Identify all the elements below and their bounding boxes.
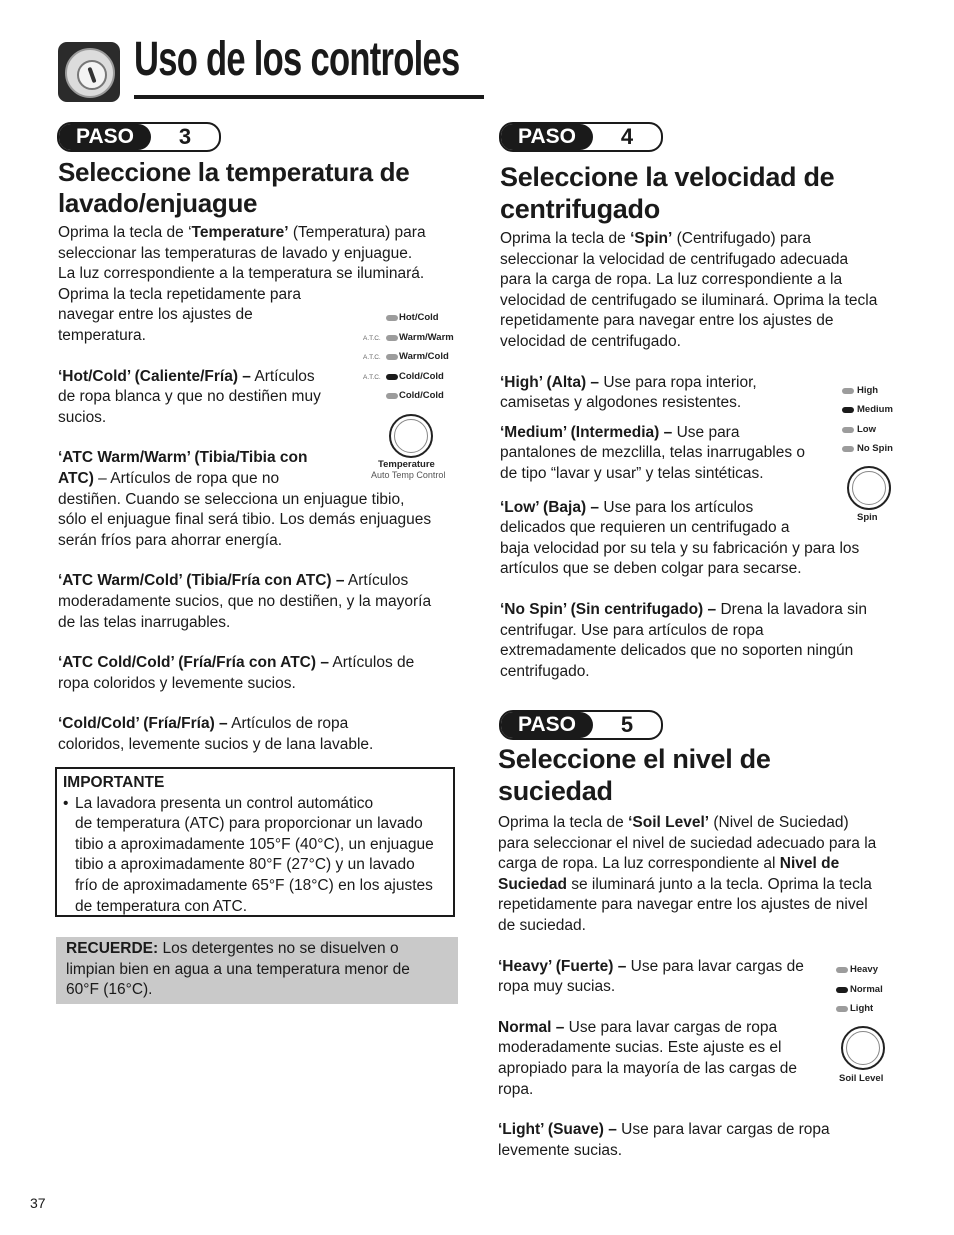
step4-badge [499, 122, 663, 152]
step5-badge [499, 710, 663, 740]
option-warm-cold: Warm/Cold [399, 351, 449, 362]
paso-label: PASO [59, 124, 151, 150]
temperature-knob[interactable] [389, 414, 433, 458]
paso-number: 4 [620, 124, 634, 149]
step5-intro: Oprima la tecla de ‘Soil Level’ (Nivel de Suciedad) para seleccionar el nivel de suciedad adecuado para la carga de ropa. La luz correspondiente al Nivel de Suciedad se iluminará junto a la tecla. Oprima la tecla repetidamente para navegar entre los ajustes de nivel de suciedad. ‘Heavy’ (Fuerte) – Use para lavar cargas de ropa muy sucias. Normal – Use para lavar cargas de ropa moderadamente sucias. Este ajuste es el apropiado para la mayoría de las cargas de ropa. ‘Light’ (Suave) – Use para lavar cargas de ropa levemente sucias. [498, 814, 877, 1159]
page-number: 37 [30, 1195, 46, 1211]
paso-label: PASO [501, 712, 593, 738]
paso-number: 3 [178, 124, 192, 149]
option-cold-cold: Cold/Cold [399, 390, 444, 401]
paso-label: PASO [501, 124, 593, 150]
soil-level-knob[interactable] [841, 1026, 885, 1070]
importante-box: IMPORTANTE • La lavadora presenta un control automático de temperatura (ATC) para proporcionar un lavado tibio a aproximadamente 105°F (40°C), un enjuague tibio a aproximadamente 80°F (27°C) y un lavado frío de aproximadamente 65°F (18°C) en los ajustes de temperatura con ATC. [55, 767, 455, 917]
recuerde-box: RECUERDE: Los detergentes no se disuelven o limpian bien en agua a una temperatura menor de 60°F (16°C). [56, 937, 458, 1004]
option-atc-cold-cold: Cold/Cold [399, 370, 444, 382]
option-no-spin: No Spin [857, 443, 893, 454]
option-light: Light [850, 1003, 874, 1014]
step5-heading: Seleccione el nivel de suciedad [498, 744, 771, 807]
option-low: Low [857, 424, 876, 435]
step4-heading: Seleccione la velocidad de centrifugado [500, 162, 835, 225]
option-hot-cold: Hot/Cold [399, 312, 439, 323]
step3-intro: Oprima la tecla de ‘Temperature’ (Temperatura) para seleccionar las temperaturas de lavado y enjuague. La luz correspondiente a la temperatura se iluminará. Oprima la tecla repetidamente para navegar entre los ajustes de temperatura. ‘Hot/Cold’ (Caliente/Fría) – Artículos de ropa blanca y que no destiñen muy sucios. ‘ATC Warm/Warm’ (Tibia/Tibia con ATC) – Artículos de ropa que no destiñen. Cuando se selecciona un enjuague tibio, sólo el enjuague final será tibio. Los demás enjuagues serán fríos para ahorrar energía. ‘ATC Warm/Cold’ (Tibia/Fría con ATC) – Artículos moderadamente sucios, que no destiñen, y la mayoría de las telas inarrugables. ‘ATC Cold/Cold’ (Fría/Fría con ATC) – Artículos de ropa coloridos y levemente sucios. ‘Cold/Cold’ (Fría/Fría) – Artículos de ropa coloridos, levemente sucios y de lana lavable. [58, 224, 432, 753]
spin-knob[interactable] [847, 466, 891, 510]
auto-temp-label: Auto Temp Control [371, 470, 446, 480]
step3-heading: Seleccione la temperatura de lavado/enjuague [58, 157, 410, 219]
paso-number: 5 [620, 712, 634, 737]
option-warm-warm: Warm/Warm [399, 331, 454, 343]
page-title: Uso de los controles [134, 33, 460, 86]
washer-dial-icon [58, 42, 120, 102]
option-heavy: Heavy [850, 964, 878, 975]
soil-level-knob-label: Soil Level [839, 1073, 884, 1084]
option-high: High [857, 385, 879, 396]
step4-intro: Oprima la tecla de ‘Spin’ (Centrifugado) para seleccionar la velocidad de centrifugado adecuada para la carga de ropa. La luz correspondiente a la velocidad de centrifugado se iluminará. Oprima la tecla repetidamente para navegar entre los ajustes de velocidad de centrifugado. ‘High’ (Alta) – Use para ropa interior, camisetas y algodones resistentes. ‘Medium’ (Intermedia) – Use para pantalones de mezclilla, telas inarrugables o de tipo “lavar y usar” y telas sintéticas. ‘Low’ (Baja) – Use para los artículos delicados que requieren un centrifugado a baja velocidad por su tela y su fabricación y para los artículos que se deben colgar para secarse. ‘No Spin’ (Sin centrifugado) – Drena la lavadora sin centrifugar. Use para artículos de ropa extremadamente delicados que no soporten ningún centrifugado. [500, 230, 878, 680]
temperature-control-panel: Hot/Cold A.T.C. Warm/Warm A.T.C. Warm/Cold A.T.C. Cold/Cold Cold/Cold Temperature Auto Temp Control [363, 312, 454, 480]
spin-control-panel [840, 382, 910, 527]
option-medium: Medium [857, 404, 893, 415]
option-normal: Normal [850, 984, 883, 995]
temperature-knob-label: Temperature [378, 459, 435, 470]
spin-knob-label: Spin [857, 512, 878, 523]
soil-level-control-panel [834, 961, 914, 1091]
title-underline [134, 95, 484, 99]
step3-badge [57, 122, 221, 152]
